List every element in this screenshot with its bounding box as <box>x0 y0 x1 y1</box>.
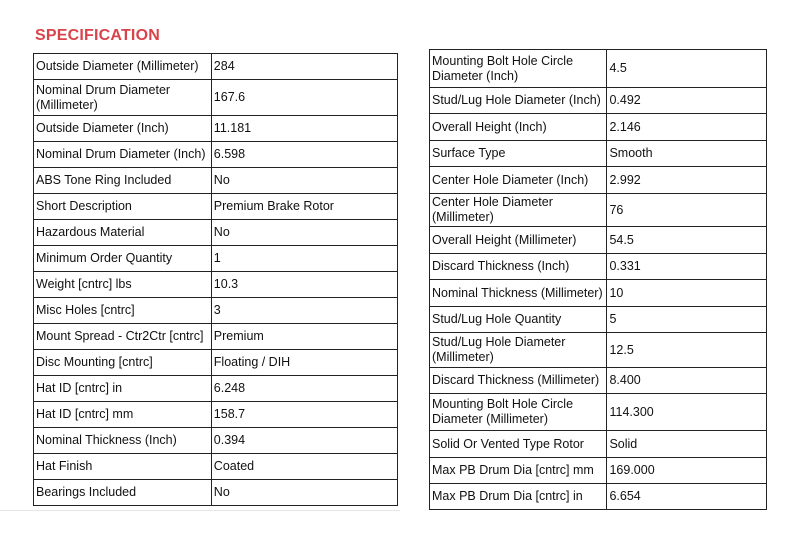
spec-label: Minimum Order Quantity <box>34 246 212 272</box>
spec-value: 11.181 <box>211 116 397 142</box>
spec-label: Nominal Drum Diameter (Inch) <box>34 142 212 168</box>
spec-label: Hazardous Material <box>34 220 212 246</box>
spec-table-left <box>33 53 398 506</box>
spec-value: 2.992 <box>607 167 767 194</box>
divider <box>0 510 400 511</box>
spec-label: Nominal Thickness (Millimeter) <box>430 280 607 307</box>
spec-row <box>34 454 398 480</box>
spec-row <box>430 227 767 254</box>
spec-row <box>34 376 398 402</box>
spec-label: Bearings Included <box>34 480 212 506</box>
spec-value: 167.6 <box>211 80 397 116</box>
page-title: SPECIFICATION <box>35 27 160 44</box>
spec-row <box>430 141 767 167</box>
spec-row <box>430 280 767 307</box>
spec-value: 1 <box>211 246 397 272</box>
spec-label: Stud/Lug Hole Diameter (Millimeter) <box>430 333 607 368</box>
spec-label: Outside Diameter (Inch) <box>34 116 212 142</box>
spec-label: Short Description <box>34 194 212 220</box>
spec-value: 6.598 <box>211 142 397 168</box>
spec-value: 0.331 <box>607 254 767 280</box>
spec-value: 10 <box>607 280 767 307</box>
spec-value: 114.300 <box>607 394 767 431</box>
spec-label: Hat ID [cntrc] in <box>34 376 212 402</box>
spec-value: 284 <box>211 54 397 80</box>
spec-label: Outside Diameter (Millimeter) <box>34 54 212 80</box>
spec-row <box>34 142 398 168</box>
spec-row <box>34 402 398 428</box>
spec-value: 0.492 <box>607 88 767 114</box>
spec-label: Max PB Drum Dia [cntrc] in <box>430 484 607 510</box>
spec-row <box>34 272 398 298</box>
spec-row <box>430 431 767 458</box>
spec-row <box>430 394 767 431</box>
spec-row <box>430 458 767 484</box>
spec-row <box>34 54 398 80</box>
spec-value: 8.400 <box>607 368 767 394</box>
spec-label: Overall Height (Inch) <box>430 114 607 141</box>
spec-label: Center Hole Diameter (Millimeter) <box>430 194 607 227</box>
spec-value: 2.146 <box>607 114 767 141</box>
spec-row <box>34 428 398 454</box>
spec-value: 6.654 <box>607 484 767 510</box>
spec-value: 12.5 <box>607 333 767 368</box>
spec-value: 10.3 <box>211 272 397 298</box>
spec-value: 4.5 <box>607 50 767 88</box>
spec-label: Misc Holes [cntrc] <box>34 298 212 324</box>
spec-label: Overall Height (Millimeter) <box>430 227 607 254</box>
spec-row <box>430 88 767 114</box>
spec-label: Weight [cntrc] lbs <box>34 272 212 298</box>
spec-label: Surface Type <box>430 141 607 167</box>
spec-label: Nominal Thickness (Inch) <box>34 428 212 454</box>
spec-row <box>430 167 767 194</box>
spec-label: Stud/Lug Hole Quantity <box>430 307 607 333</box>
spec-value: Floating / DIH <box>211 350 397 376</box>
spec-value: 6.248 <box>211 376 397 402</box>
spec-label: Mounting Bolt Hole Circle Diameter (Millimeter) <box>430 394 607 431</box>
spec-value: 76 <box>607 194 767 227</box>
spec-label: Max PB Drum Dia [cntrc] mm <box>430 458 607 484</box>
spec-label: Disc Mounting [cntrc] <box>34 350 212 376</box>
spec-label: Mounting Bolt Hole Circle Diameter (Inch) <box>430 50 607 88</box>
spec-label: Hat Finish <box>34 454 212 480</box>
spec-row <box>34 168 398 194</box>
spec-value: No <box>211 168 397 194</box>
spec-value: 3 <box>211 298 397 324</box>
spec-row <box>430 194 767 227</box>
spec-value: Smooth <box>607 141 767 167</box>
spec-value: Solid <box>607 431 767 458</box>
spec-label: Discard Thickness (Millimeter) <box>430 368 607 394</box>
spec-row <box>34 298 398 324</box>
spec-label: ABS Tone Ring Included <box>34 168 212 194</box>
spec-label: Solid Or Vented Type Rotor <box>430 431 607 458</box>
spec-value: 158.7 <box>211 402 397 428</box>
spec-row <box>430 484 767 510</box>
spec-label: Center Hole Diameter (Inch) <box>430 167 607 194</box>
spec-label: Stud/Lug Hole Diameter (Inch) <box>430 88 607 114</box>
spec-row <box>34 80 398 116</box>
spec-row <box>34 116 398 142</box>
spec-value: Premium Brake Rotor <box>211 194 397 220</box>
spec-row <box>34 480 398 506</box>
spec-table-right <box>429 49 767 510</box>
spec-label: Hat ID [cntrc] mm <box>34 402 212 428</box>
spec-label: Mount Spread - Ctr2Ctr [cntrc] <box>34 324 212 350</box>
spec-value: 54.5 <box>607 227 767 254</box>
spec-row <box>34 246 398 272</box>
spec-value: 169.000 <box>607 458 767 484</box>
spec-row <box>430 50 767 88</box>
spec-value: No <box>211 480 397 506</box>
spec-value: 5 <box>607 307 767 333</box>
spec-value: Premium <box>211 324 397 350</box>
spec-label: Discard Thickness (Inch) <box>430 254 607 280</box>
spec-row <box>34 350 398 376</box>
spec-row <box>34 324 398 350</box>
spec-row <box>34 220 398 246</box>
spec-row <box>430 333 767 368</box>
spec-row <box>34 194 398 220</box>
spec-row <box>430 368 767 394</box>
spec-value: Coated <box>211 454 397 480</box>
spec-label: Nominal Drum Diameter (Millimeter) <box>34 80 212 116</box>
spec-value: No <box>211 220 397 246</box>
spec-row <box>430 307 767 333</box>
spec-row <box>430 254 767 280</box>
spec-value: 0.394 <box>211 428 397 454</box>
spec-row <box>430 114 767 141</box>
